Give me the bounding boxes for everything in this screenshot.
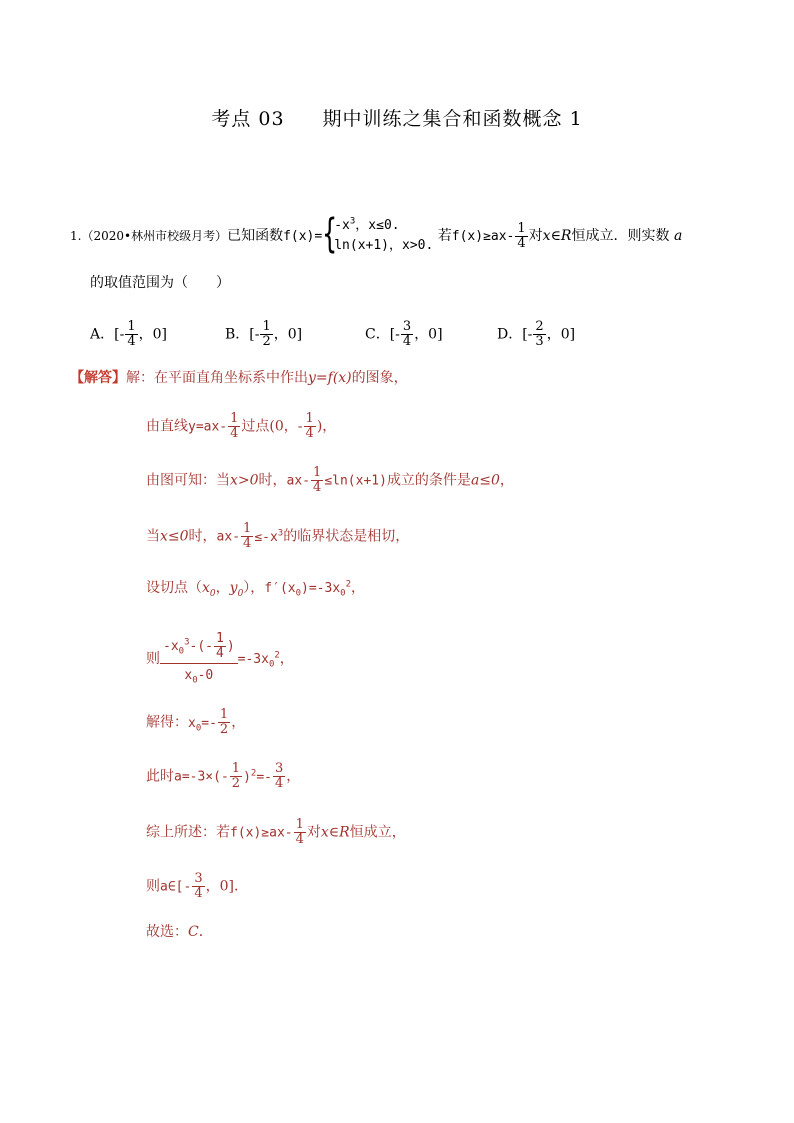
function-name: f(x)= [283, 229, 323, 244]
inequality: f(x)≥ax- [451, 229, 515, 244]
solution-line-7: 此时a=-3×(- $\frac{1}{2}$ )$^2$=- $\frac{3}{4}$ ， [146, 761, 301, 791]
title-topic-number: 考点 03 [211, 108, 285, 130]
question-source: （2020•林州市校级月考） [81, 229, 228, 243]
piece-1: $-x^3$，x≤0. [334, 216, 400, 233]
stem-text-for: 对 [528, 228, 543, 244]
solution-line-6: 解得：$x_0=-$ $\frac{1}{2}$ ， [146, 707, 246, 737]
title-topic-name: 期中训练之集合和函数概念 1 [322, 108, 583, 130]
question-number: 1. [70, 229, 82, 243]
solution-line-9: 则a∈[- $\frac{3}{4}$ ，0]． [146, 871, 248, 901]
option-a[interactable]: A．[- $\frac{1}{4}$ ，0] [90, 319, 167, 349]
domain-x-in-R: x∈R [542, 228, 572, 244]
piece-2: ln(x+1)，x>0. [334, 238, 434, 253]
solution-line-5: 则 $-x_0^3-(-$ $\frac{1}{4}$ ) $x_0-0$ $=-3x_0^2$， [146, 631, 294, 686]
left-brace-icon: { [322, 211, 338, 257]
option-b[interactable]: B．[- $\frac{1}{2}$ ，0] [225, 319, 303, 349]
question-stem-line2: 的取值范围为（ ） [90, 275, 230, 291]
stem-text-holds: 恒成立．则实数 [571, 228, 670, 244]
solution-line-8: 综上所述：若f(x)≥ax- $\frac{1}{4}$ 对x∈R恒成立， [146, 817, 406, 847]
option-d[interactable]: D．[- $\frac{2}{3}$ ，0] [497, 319, 576, 349]
page-title [0, 104, 794, 131]
solution-tag: 【解答】 [70, 370, 126, 386]
solution-line-2: 由图可知：当x>0时，ax- $\frac{1}{4}$ ≤ln(x+1)成立的条件是a≤0， [146, 465, 514, 495]
solution-line-1: 由直线y=ax- $\frac{1}{4}$ 过点(0，- $\frac{1}{4}$ )， [146, 411, 337, 441]
stem-text: 已知函数 [227, 228, 284, 244]
stem-text-if: 若 [437, 228, 452, 244]
option-c[interactable]: C．[- $\frac{3}{4}$ ，0] [365, 319, 443, 349]
solution-line-3: 当x≤0时，ax- $\frac{1}{4}$ $\le-x^3$的临界状态是相切， [146, 521, 410, 551]
solution-answer: 故选：C． [146, 924, 213, 940]
fraction-one-quarter: $\frac{1}{4}$ [517, 220, 526, 251]
solution-intro: 【解答】解：在平面直角坐标系中作出y=f(x)的图象， [70, 370, 408, 386]
piecewise-function [322, 211, 434, 257]
slope-fraction: $-x_0^3-(-$ $\frac{1}{4}$ ) $x_0-0$ [160, 632, 238, 686]
question-stem [70, 211, 683, 257]
solution-line-4: 设切点（$x_0$，$y_0$），$f'(x_0)=-3x_0^2$， [146, 579, 366, 599]
variable-a: a [673, 228, 683, 244]
